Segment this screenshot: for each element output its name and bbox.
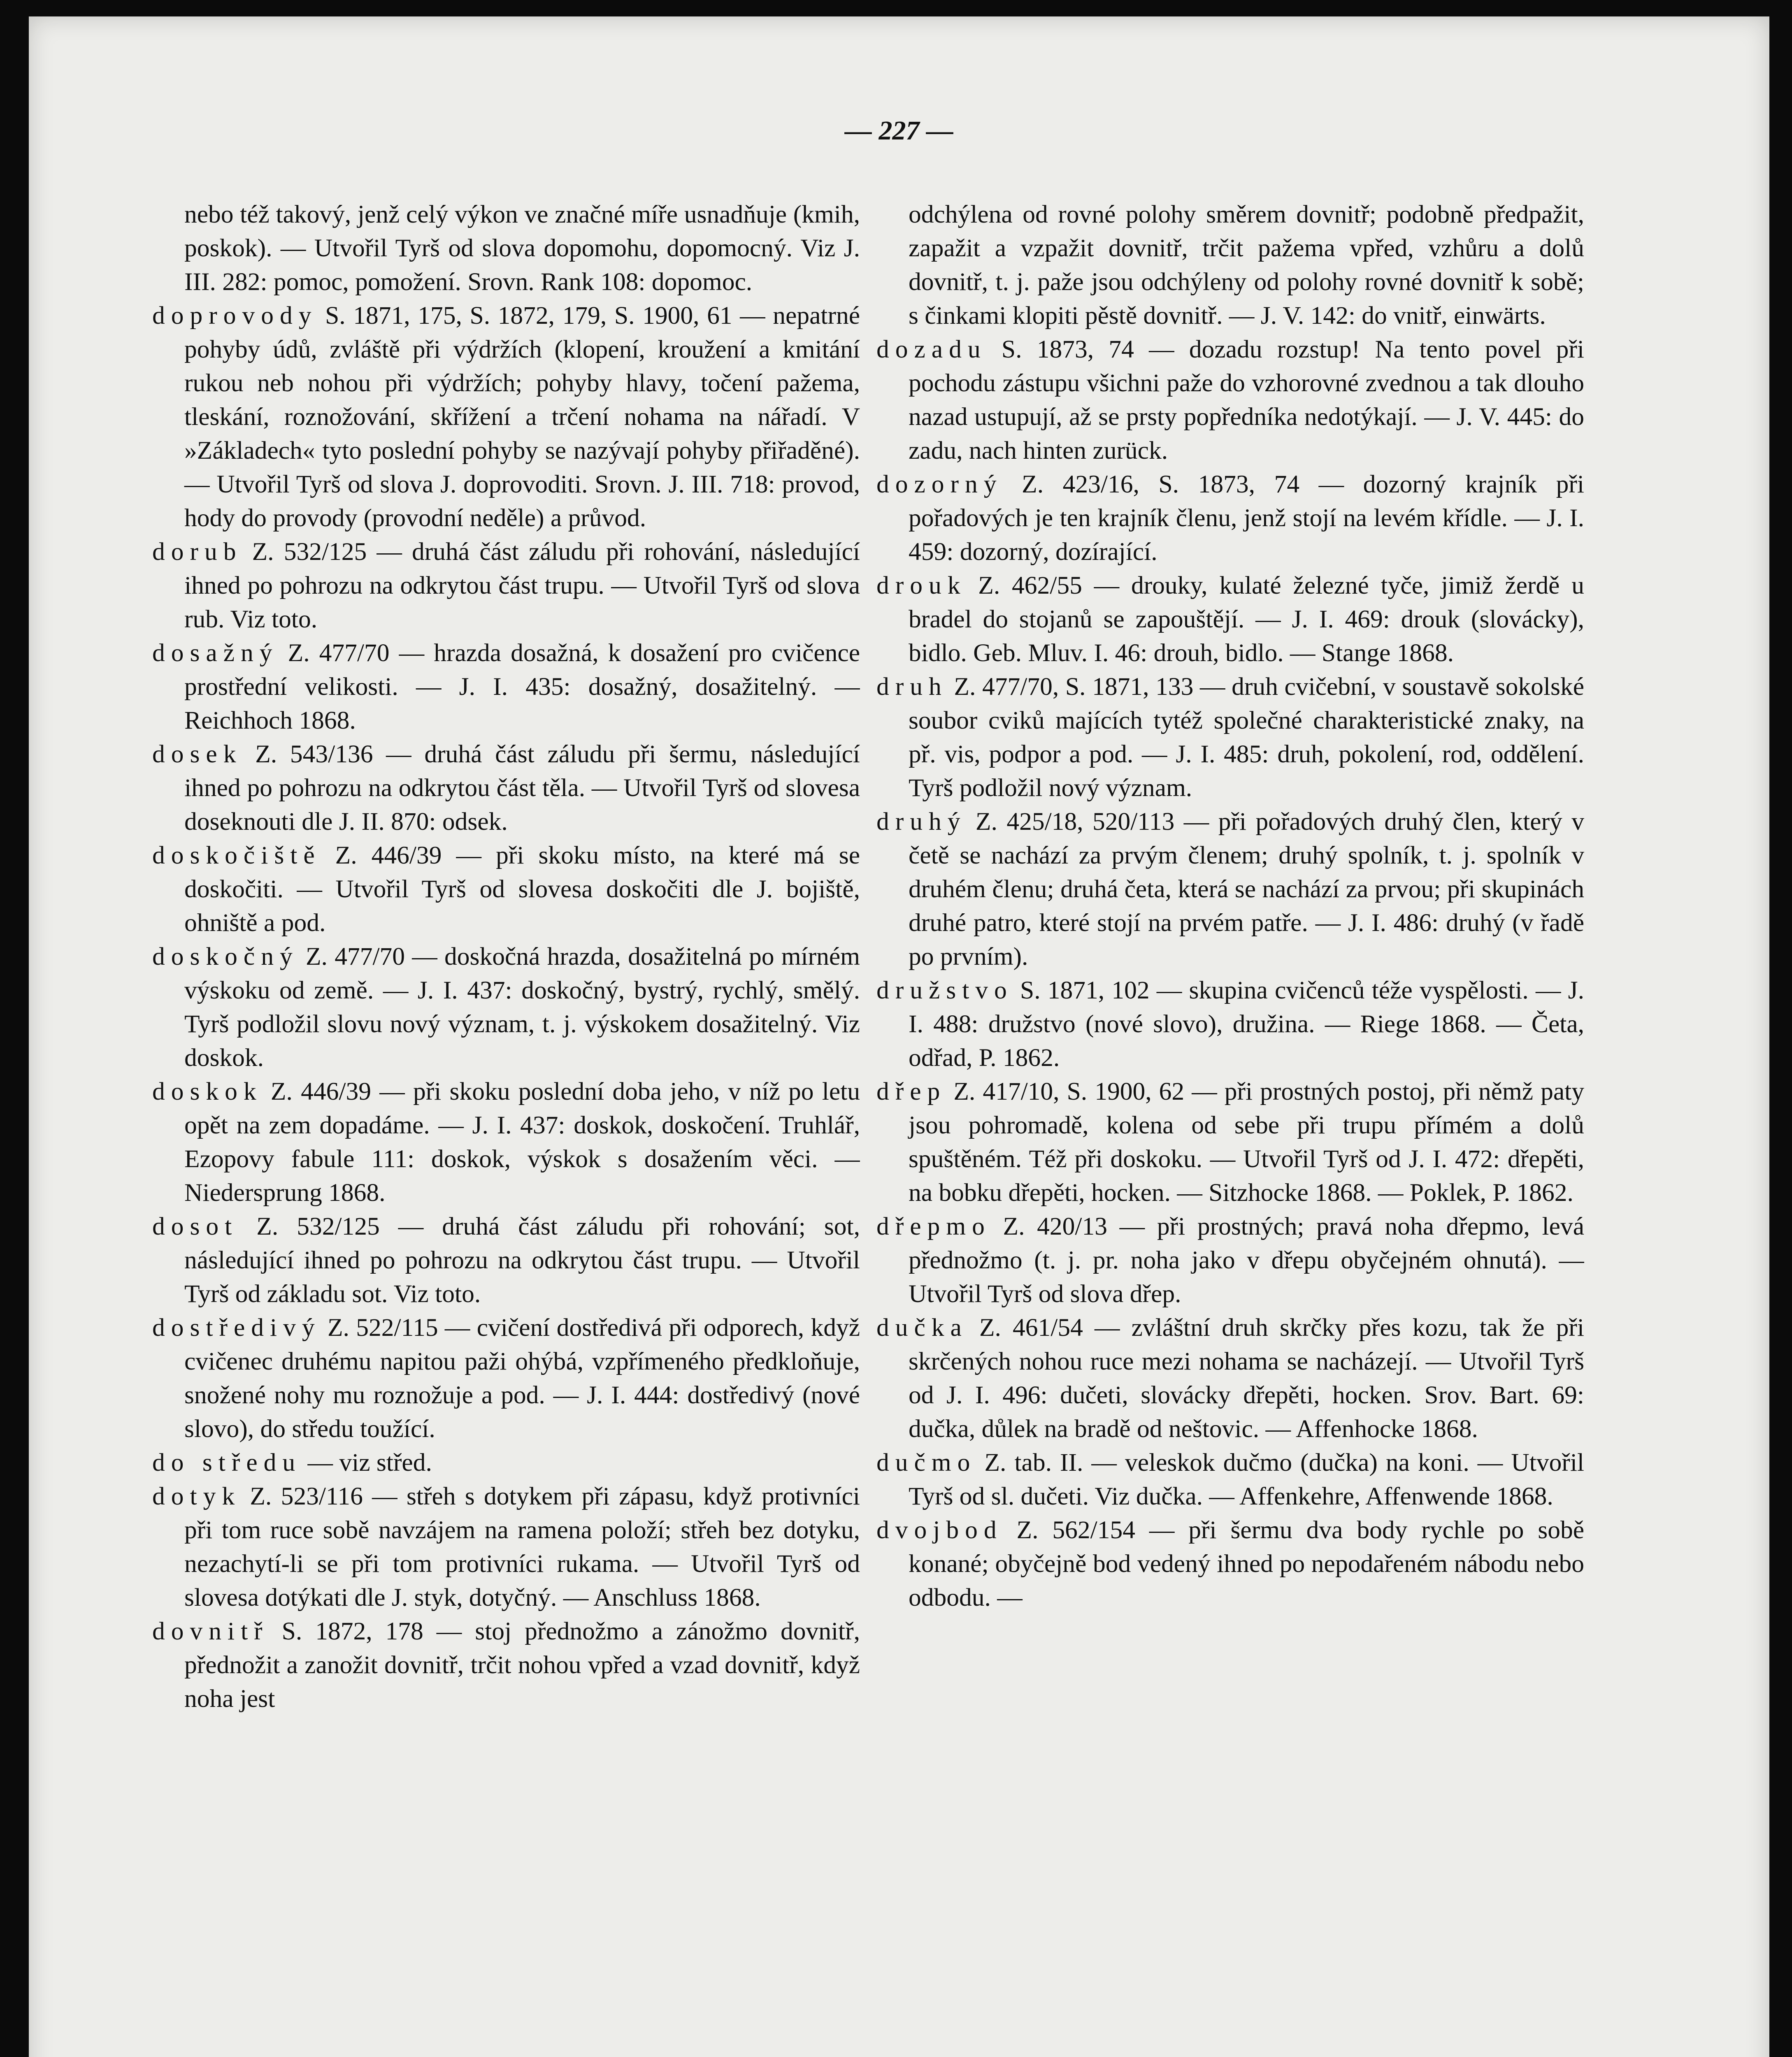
entry-body: Z. 461/54 — zvláštní druh skrčky přes kozu, tak že při skrčených nohou ruce mezi nohama se nacházejí. — Utvořil Tyrš od J. I. 496: dučeti, slovácky dřepěti, hocken. Srov. Bart. 69: dučka, důlek na bradě od neštovic. — Affenhocke 1868. [909, 1314, 1584, 1443]
dictionary-entry [876, 332, 1584, 467]
dictionary-entry [152, 535, 860, 636]
dictionary-entry [876, 1311, 1584, 1446]
entry-headword: dvojbod [876, 1516, 1003, 1544]
entry-body: odchýlena od rovné polohy směrem dovnitř; podobně předpažit, zapažit a vzpažit dovnitř, trčit pažema vpřed, vzhůru a dolů dovnitř, t. j. paže jsou odchýleny od polohy rovné dovnitř k sobě; s činkami klopiti pěstě dovnitř. — J. V. 142: do vnitř, einwärts. [909, 200, 1584, 330]
dictionary-entry [152, 636, 860, 737]
dictionary-entry [152, 1479, 860, 1614]
dictionary-entry [152, 1075, 860, 1210]
entry-headword: dosek [152, 740, 242, 768]
entry-headword: doskočný [152, 943, 299, 970]
dictionary-entry [152, 1210, 860, 1311]
entry-body: Z. 446/39 — při skoku místo, na které má se doskočiti. — Utvořil Tyrš od slovesa doskočiti dle J. bojiště, ohniště a pod. [184, 841, 860, 937]
entry-headword: dřepmo [876, 1212, 991, 1240]
dictionary-entry [152, 838, 860, 940]
entry-body: S. 1871, 175, S. 1872, 179, S. 1900, 61 — nepatrné pohyby údů, zvláště při výdržích (klopení, kroužení a kmitání rukou neb nohou při výdržích; pohyby hlavy, točení pažema, tleskání, roznožování, skřížení a trčení nohama na nářadí. V »Základech« tyto poslední pohyby se nazývají pohyby přiřaděné). — Utvořil Tyrš od slova J. doprovoditi. Srovn. J. III. 718: provod, hody do provody (provodní neděle) a průvod. [184, 302, 860, 532]
entry-body: Z. 532/125 — druhá část záludu při rohování; sot, následující ihned po pohrozu na odkrytou část trupu. — Utvořil Tyrš od základu sot. Viz toto. [184, 1212, 860, 1308]
dictionary-entry [876, 973, 1584, 1075]
dictionary-entry [876, 467, 1584, 569]
entry-headword: dosažný [152, 639, 279, 667]
entry-headword: doskok [152, 1077, 263, 1105]
dictionary-entry [152, 197, 860, 299]
book-page [29, 16, 1769, 2057]
entry-body: Z. 425/18, 520/113 — při pořadových druhý člen, který v četě se nachází za prvým členem; druhý spolník, t. j. spolník v druhém členu; druhá četa, která se nachází za prvou; při skupinách druhé patro, které stojí na prvém patře. — J. I. 486: druhý (v řadě po prvním). [909, 808, 1584, 970]
entry-headword: družstvo [876, 976, 1013, 1004]
entry-body: Z. 522/115 — cvičení dostředivá při odporech, když cvičenec druhému napitou paži ohýbá, vzpřímeného předkloňuje, snožené nohy mu roznožuje a pod. — J. I. 444: dostředivý (nové slovo), do středu toužící. [184, 1314, 860, 1443]
entry-headword: dotyk [152, 1482, 241, 1510]
entry-body: Z. 446/39 — při skoku poslední doba jeho, v níž po letu opět na zem dopadáme. — J. I. 437: doskok, doskočení. Truhlář, Ezopovy fabule 111: doskok, výskok s dosažením věci. — Niedersprung 1868. [184, 1077, 860, 1207]
entry-body: Z. tab. II. — veleskok dučmo (dučka) na koni. — Utvořil Tyrš od sl. dučeti. Viz dučka. — Affenkehre, Affenwende 1868. [909, 1449, 1584, 1510]
entry-body: Z. 543/136 — druhá část záludu při šermu, následující ihned po pohrozu na odkrytou část těla. — Utvořil Tyrš od slovesa doseknouti dle J. II. 870: odsek. [184, 740, 860, 836]
entry-headword: dozadu [876, 335, 987, 363]
dictionary-entry [876, 1513, 1584, 1614]
dictionary-entry [152, 940, 860, 1075]
dictionary-entry [876, 1075, 1584, 1210]
entry-headword: doskočiště [152, 841, 321, 869]
entry-body: Z. 523/116 — střeh s dotykem při zápasu, když protivníci při tom ruce sobě navzájem na ramena položí; střeh bez dotyku, nezachytí-li se při tom protivníci rukama. — Utvořil Tyrš od slovesa dotýkati dle J. styk, dotyčný. — Anschluss 1868. [184, 1482, 860, 1611]
entry-body: Z. 477/70 — hrazda dosažná, k dosažení pro cvičence prostřední velikosti. — J. I. 435: dosažný, dosažitelný. — Reichhoch 1868. [184, 639, 860, 734]
entry-headword: druh [876, 673, 948, 701]
dictionary-entry [152, 1446, 860, 1479]
entry-body: S. 1871, 102 — skupina cvičenců téže vyspělosti. — J. I. 488: družstvo (nové slovo), družina. — Riege 1868. — Četa, odřad, P. 1862. [909, 976, 1584, 1072]
entry-headword: dostředivý [152, 1314, 321, 1342]
entry-headword: do středu [152, 1449, 302, 1477]
entry-body: S. 1872, 178 — stoj přednožmo a zánožmo dovnitř, přednožit a zanožit dovnitř, trčit nohou vpřed a vzad dovnitř, když noha jest [184, 1617, 860, 1713]
left-column [152, 197, 860, 2057]
dictionary-entry [876, 1210, 1584, 1311]
right-column [876, 197, 1584, 2057]
entry-headword: doprovody [152, 302, 318, 330]
entry-headword: dučmo [876, 1449, 976, 1477]
entry-body: Z. 462/55 — drouky, kulaté železné tyče, jimiž žerdě u bradel do stojanů se zapouštějí. — J. I. 469: drouk (slovácky), bidlo. Geb. Mluv. I. 46: drouh, bidlo. — Stange 1868. [909, 571, 1584, 667]
dictionary-entry [152, 299, 860, 535]
dictionary-entry [876, 569, 1584, 670]
entry-body: nebo též takový, jenž celý výkon ve značné míře usnadňuje (kmih, poskok). — Utvořil Tyrš od slova dopomohu, dopomocný. Viz J. III. 282: pomoc, pomožení. Srovn. Rank 108: dopomoc. [184, 200, 860, 296]
entry-body: Z. 423/16, S. 1873, 74 — dozorný krajník při pořadových je ten krajník členu, jenž stojí na levém křídle. — J. I. 459: dozorný, dozírající. [909, 470, 1584, 566]
page-number: — 227 — [845, 116, 953, 146]
entry-headword: drouk [876, 571, 967, 599]
entry-headword: dozorný [876, 470, 1003, 498]
entry-headword: dřep [876, 1077, 946, 1105]
entry-headword: dovnitř [152, 1617, 269, 1645]
entry-body: — viz střed. [301, 1449, 432, 1477]
dictionary-entry [152, 737, 860, 838]
entry-body: Z. 477/70 — doskočná hrazda, dosažitelná po mírném výskoku od země. — J. I. 437: doskočný, bystrý, rychlý, smělý. Tyrš podložil slovu nový význam, t. j. výskokem dosažitelný. Viz doskok. [184, 943, 860, 1072]
entry-headword: dučka [876, 1314, 968, 1342]
dictionary-entry [876, 1446, 1584, 1513]
entry-body: Z. 562/154 — při šermu dva body rychle po sobě konané; obyčejně bod vedený ihned po nepodařeném nábodu nebo odbodu. — [909, 1516, 1584, 1611]
entry-body: Z. 417/10, S. 1900, 62 — při prostných postoj, při němž paty jsou pohromadě, kolena od sebe při trupu přímém a dolů spuštěném. Též při doskoku. — Utvořil Tyrš od J. I. 472: dřepěti, na bobku dřepěti, hocken. — Sitzhocke 1868. — Poklek, P. 1862. [909, 1077, 1584, 1207]
entry-headword: dosot [152, 1212, 238, 1240]
dictionary-entry [152, 1614, 860, 1716]
dictionary-entry [152, 1311, 860, 1446]
dictionary-entry [876, 197, 1584, 332]
entry-body: S. 1873, 74 — dozadu rozstup! Na tento povel při pochodu zástupu všichni paže do vzhorovné zvednou a tak dlouho nazad ustupují, až se prsty popředníka nedotýkají. — J. V. 445: do zadu, nach hinten zurück. [909, 335, 1584, 464]
dictionary-entry [876, 805, 1584, 973]
entry-headword: dorub [152, 538, 242, 566]
entry-body: Z. 420/13 — při prostných; pravá noha dřepmo, levá přednožmo (t. j. pr. noha jako v dřepu obyčejném ohnutá). — Utvořil Tyrš od slova dřep. [909, 1212, 1584, 1308]
entry-headword: druhý [876, 808, 967, 836]
entry-body: Z. 477/70, S. 1871, 133 — druh cvičební, v soustavě sokolské soubor cviků majících tytéž společné charakteristické znaky, na př. vis, podpor a pod. — J. I. 485: druh, pokolení, rod, oddělení. Tyrš podložil nový význam. [909, 673, 1584, 802]
entry-body: Z. 532/125 — druhá část záludu při rohování, následující ihned po pohrozu na odkrytou část trupu. — Utvořil Tyrš od slova rub. Viz toto. [184, 538, 860, 633]
dictionary-entry [876, 670, 1584, 805]
